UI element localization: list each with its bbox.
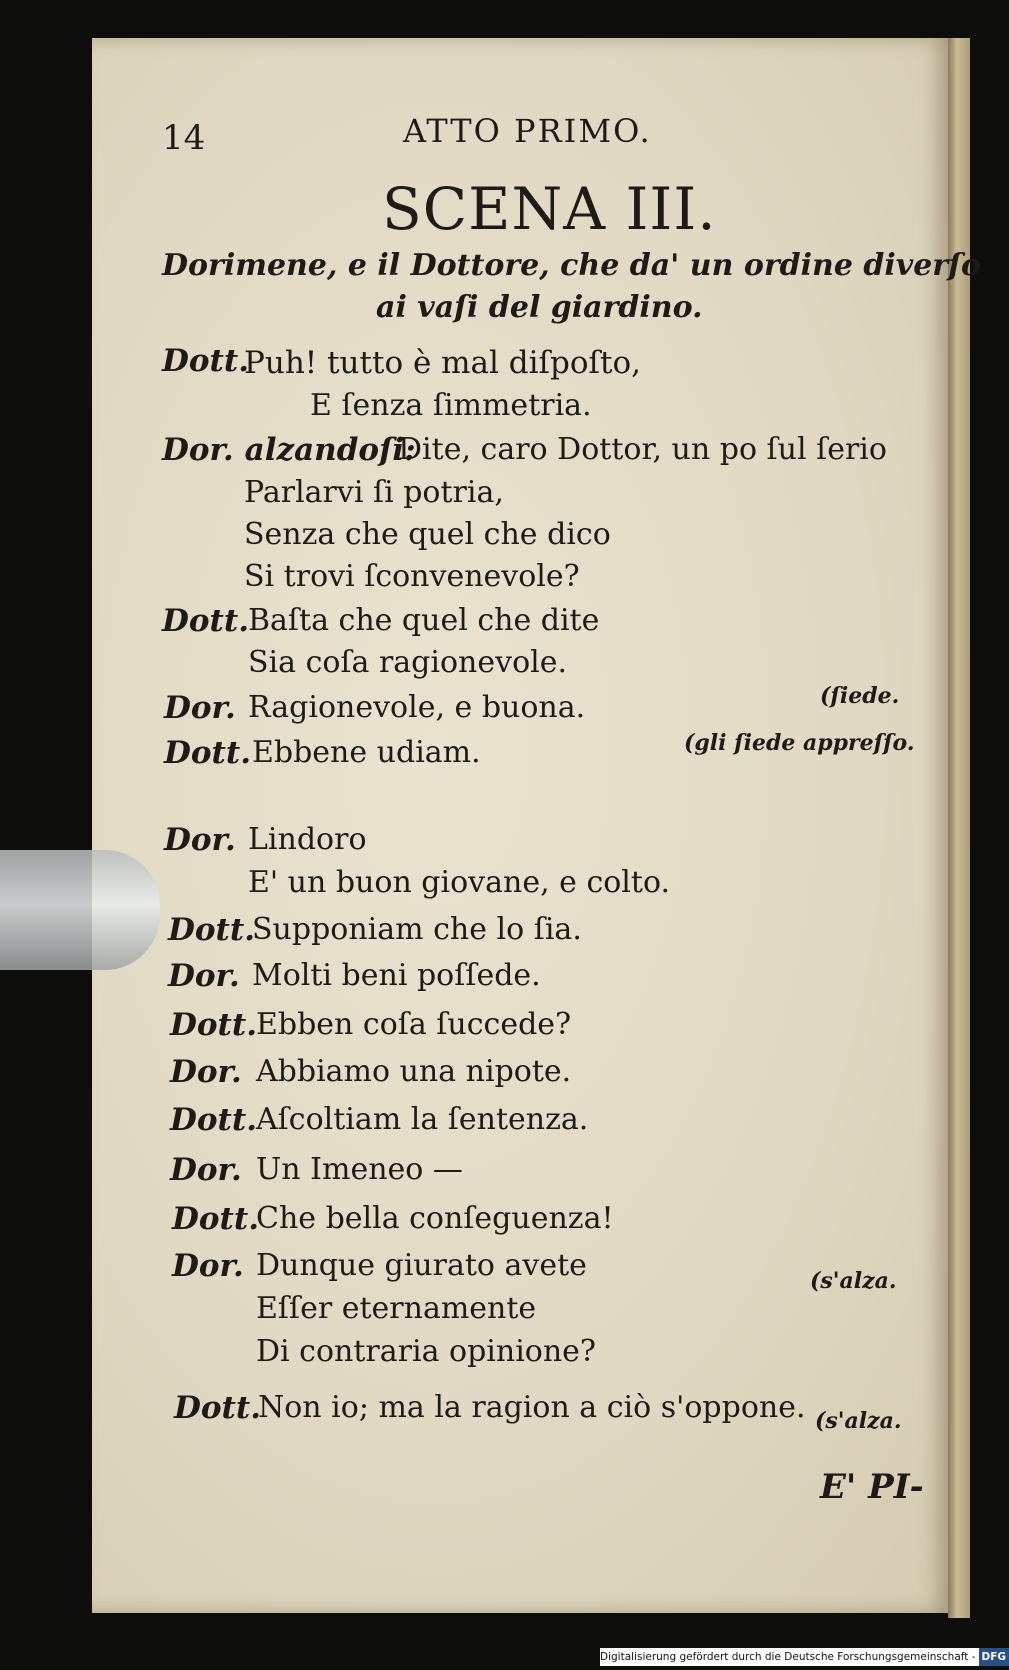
verse-line: Senza che quel che dico [244, 517, 611, 552]
stage-note: (gli ſiede appreſſo. [684, 730, 915, 756]
speaker: Dott. [172, 1201, 259, 1237]
speaker: Dor. [172, 1248, 244, 1284]
speaker: Dor. [168, 958, 240, 994]
verse-line: Ebbene udiam. [252, 735, 481, 770]
verse-line: Dunque giurato avete [256, 1248, 587, 1283]
speaker: Dor. [170, 1054, 242, 1090]
stage-direction-line: ai vaſi del giardino. [376, 290, 703, 325]
verse-line: Sia coſa ragionevole. [248, 645, 568, 680]
verse-line: Supponiam che lo ſia. [252, 912, 582, 947]
verse-line: Eſſer eternamente [256, 1291, 537, 1326]
speaker: Dor. [170, 1152, 242, 1188]
footer-text: Digitalisierung gefördert durch die Deutsche Forschungsgemeinschaft - [600, 1651, 976, 1663]
verse-line: Lindoro [248, 822, 367, 857]
verse-line: Puh! tutto è mal diſpoſto, [244, 345, 641, 381]
speaker: Dott. [162, 343, 249, 379]
speaker: Dor. [164, 690, 236, 726]
page-clip [0, 850, 160, 970]
verse-line: Ebben coſa ſuccede? [256, 1007, 572, 1042]
speaker: Dor. alzandoſi: [162, 432, 416, 468]
verse-line: Non io; ma la ragion a ciò s'oppone. [258, 1390, 806, 1425]
speaker: Dott. [174, 1390, 261, 1426]
scene-title: SCENA III. [382, 175, 717, 243]
stage-direction-line: Dorimene, e il Dottore, che da' un ordine diverſo [162, 248, 982, 283]
speaker: Dott. [162, 603, 249, 639]
verse-line: Si trovi ſconvenevole? [244, 559, 580, 594]
verse-line: E ſenza ſimmetria. [310, 388, 592, 423]
speaker: Dott. [170, 1102, 257, 1138]
verse-line: Parlarvi ſi potria, [244, 475, 504, 510]
running-title: ATTO PRIMO. [403, 112, 652, 150]
verse-line: Baſta che quel che dite [248, 603, 600, 638]
catchword: E' PI- [820, 1467, 924, 1507]
speaker: Dott. [168, 912, 255, 948]
dfg-logo: DFG [979, 1648, 1009, 1666]
speaker: Dott. [170, 1007, 257, 1043]
verse-line: Aſcoltiam la ſentenza. [256, 1102, 589, 1137]
stage-note: (ſiede. [820, 683, 900, 709]
stage-note: (s'alza. [815, 1408, 902, 1434]
stage-note: (s'alza. [810, 1268, 897, 1294]
verse-line: Abbiamo una nipote. [256, 1054, 572, 1089]
speaker: Dor. [164, 822, 236, 858]
verse-line: Ragionevole, e buona. [248, 690, 586, 725]
verse-line: Che bella conſeguenza! [256, 1201, 614, 1236]
verse-line: Dite, caro Dottor, un po ſul ſerio [398, 432, 887, 467]
verse-line: Un Imeneo — [256, 1152, 463, 1187]
digitization-footer [600, 1648, 1007, 1666]
speaker: Dott. [164, 735, 251, 771]
page-number: 14 [162, 118, 206, 158]
verse-line: Molti beni poſſede. [252, 958, 541, 993]
verse-line: E' un buon giovane, e colto. [248, 865, 671, 900]
verse-line: Di contraria opinione? [256, 1334, 597, 1369]
